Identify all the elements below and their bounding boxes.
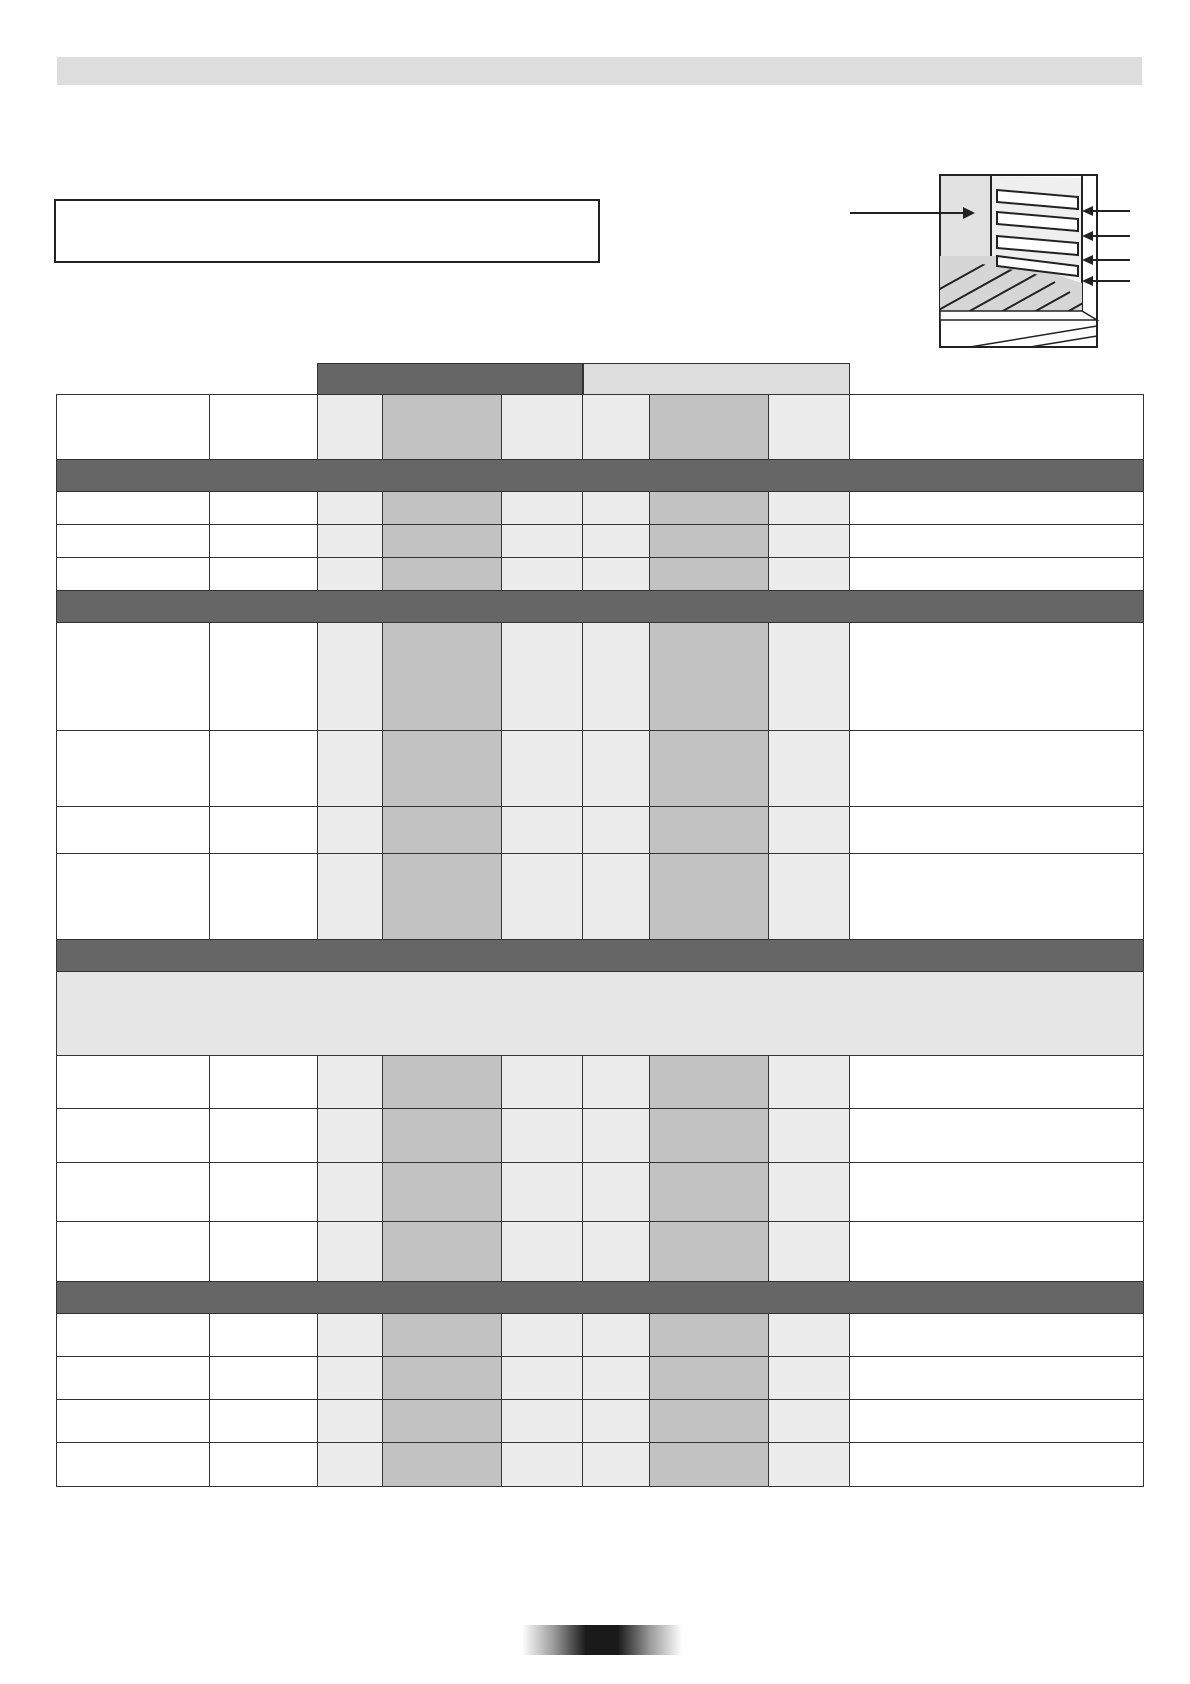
table-cell	[318, 492, 383, 525]
table-cell	[650, 525, 769, 558]
table-cell	[210, 1109, 318, 1163]
table-cell	[769, 623, 850, 731]
oven-shelf-positions-icon	[845, 170, 1135, 355]
table-cell	[650, 807, 769, 854]
table-cell	[318, 1357, 383, 1400]
table-cell	[583, 1357, 650, 1400]
table-cell	[583, 623, 650, 731]
table-cell	[769, 1109, 850, 1163]
table-cell	[583, 1314, 650, 1357]
table-cell	[318, 558, 383, 591]
table-cell	[210, 558, 318, 591]
table-cell	[583, 492, 650, 525]
table-cell	[850, 558, 1144, 591]
table-cell	[57, 1109, 210, 1163]
table-cell	[769, 1357, 850, 1400]
table-cell	[769, 854, 850, 940]
table-row	[57, 1163, 1144, 1222]
column-header	[383, 395, 502, 460]
column-header	[850, 395, 1144, 460]
table-cell	[57, 623, 210, 731]
table-cell	[502, 1056, 583, 1109]
page-number-tab	[522, 1625, 682, 1655]
column-header	[318, 395, 383, 460]
table-cell	[850, 1109, 1144, 1163]
table-cell	[383, 1222, 502, 1282]
table-row	[57, 525, 1144, 558]
table-cell	[650, 1056, 769, 1109]
table-cell	[583, 1400, 650, 1443]
table-row	[57, 1222, 1144, 1282]
section-band	[57, 460, 1144, 492]
table-cell	[210, 854, 318, 940]
table-cell	[318, 1400, 383, 1443]
table-cell	[383, 1314, 502, 1357]
column-group-header-2	[583, 363, 850, 394]
column-header	[210, 395, 318, 460]
table-cell	[383, 1056, 502, 1109]
table-cell	[383, 492, 502, 525]
table-row	[57, 1109, 1144, 1163]
table-cell	[502, 1163, 583, 1222]
table-cell	[210, 492, 318, 525]
section-band	[57, 591, 1144, 623]
table-cell	[383, 1163, 502, 1222]
table-cell	[769, 558, 850, 591]
table-cell	[769, 1222, 850, 1282]
section-band	[57, 940, 1144, 972]
table-cell	[57, 1357, 210, 1400]
table-cell	[769, 1163, 850, 1222]
table-row	[57, 807, 1144, 854]
info-note-box	[54, 199, 600, 263]
table-cell	[850, 1357, 1144, 1400]
table-row	[57, 492, 1144, 525]
table-cell	[502, 1400, 583, 1443]
table-cell	[583, 1163, 650, 1222]
section-title	[57, 460, 1144, 492]
table-cell	[57, 558, 210, 591]
table-cell	[57, 807, 210, 854]
table-cell	[502, 731, 583, 807]
table-cell	[769, 1400, 850, 1443]
table-cell	[210, 1400, 318, 1443]
table-cell	[57, 525, 210, 558]
table-cell	[583, 558, 650, 591]
section-title	[57, 591, 1144, 623]
table-cell	[583, 807, 650, 854]
table-cell	[210, 1163, 318, 1222]
table-cell	[502, 1443, 583, 1487]
table-cell	[57, 492, 210, 525]
table-cell	[502, 492, 583, 525]
table-cell	[583, 1109, 650, 1163]
table-cell	[210, 807, 318, 854]
table-cell	[650, 623, 769, 731]
table-row	[57, 731, 1144, 807]
table-cell	[57, 1222, 210, 1282]
table-cell	[383, 1357, 502, 1400]
table-cell	[502, 623, 583, 731]
table-cell	[318, 1163, 383, 1222]
table-cell	[583, 731, 650, 807]
table-cell	[650, 1109, 769, 1163]
table-row	[57, 1357, 1144, 1400]
table-cell	[769, 492, 850, 525]
table-cell	[383, 1443, 502, 1487]
table-cell	[650, 492, 769, 525]
table-cell	[850, 854, 1144, 940]
table-cell	[318, 1109, 383, 1163]
table-cell	[502, 558, 583, 591]
table-cell	[769, 525, 850, 558]
table-cell	[502, 854, 583, 940]
table-row	[57, 558, 1144, 591]
table-cell	[318, 1443, 383, 1487]
table-cell	[210, 1222, 318, 1282]
table-cell	[210, 1314, 318, 1357]
table-cell	[650, 1163, 769, 1222]
table-cell	[769, 731, 850, 807]
table-cell	[502, 525, 583, 558]
table-cell	[850, 623, 1144, 731]
table-cell	[318, 731, 383, 807]
table-row	[57, 1443, 1144, 1487]
table-cell	[650, 854, 769, 940]
table-cell	[583, 854, 650, 940]
table-cell	[650, 1222, 769, 1282]
column-header	[583, 395, 650, 460]
table-cell	[383, 807, 502, 854]
table-cell	[57, 1443, 210, 1487]
table-cell	[769, 1056, 850, 1109]
page-header-bar	[57, 57, 1142, 85]
column-header	[769, 395, 850, 460]
table-cell	[850, 1400, 1144, 1443]
section-note	[57, 972, 1144, 1056]
table-cell	[210, 623, 318, 731]
table-cell	[318, 525, 383, 558]
table-cell	[850, 1443, 1144, 1487]
section-title	[57, 1282, 1144, 1314]
table-cell	[650, 1314, 769, 1357]
table-cell	[57, 1314, 210, 1357]
table-header-row	[57, 395, 1144, 460]
table-cell	[57, 731, 210, 807]
column-header	[650, 395, 769, 460]
column-header	[502, 395, 583, 460]
table-cell	[583, 1222, 650, 1282]
table-cell	[583, 1056, 650, 1109]
table-cell	[850, 731, 1144, 807]
table-cell	[318, 1222, 383, 1282]
table-cell	[210, 1443, 318, 1487]
section-title	[57, 940, 1144, 972]
table-cell	[318, 623, 383, 731]
table-cell	[210, 1357, 318, 1400]
table-cell	[850, 525, 1144, 558]
column-group-header-1	[317, 363, 583, 394]
table-cell	[57, 1163, 210, 1222]
table-cell	[850, 492, 1144, 525]
table-cell	[502, 1222, 583, 1282]
table-cell	[850, 1222, 1144, 1282]
table-cell	[383, 623, 502, 731]
column-header	[57, 395, 210, 460]
table-row	[57, 623, 1144, 731]
table-cell	[210, 731, 318, 807]
table-row	[57, 1400, 1144, 1443]
table-cell	[383, 525, 502, 558]
table-cell	[502, 1109, 583, 1163]
table-cell	[318, 1056, 383, 1109]
table-cell	[210, 525, 318, 558]
table-cell	[57, 1400, 210, 1443]
table-cell	[502, 807, 583, 854]
table-cell	[383, 731, 502, 807]
table-cell	[210, 1056, 318, 1109]
section-band	[57, 1282, 1144, 1314]
table-row	[57, 854, 1144, 940]
table-cell	[769, 1443, 850, 1487]
table-cell	[383, 854, 502, 940]
table-cell	[650, 1443, 769, 1487]
table-cell	[850, 1314, 1144, 1357]
table-cell	[383, 1400, 502, 1443]
table-cell	[318, 1314, 383, 1357]
table-row	[57, 1314, 1144, 1357]
table-cell	[850, 807, 1144, 854]
cooking-table	[56, 394, 1144, 1487]
table-cell	[650, 731, 769, 807]
table-cell	[502, 1314, 583, 1357]
table-cell	[583, 1443, 650, 1487]
table-cell	[583, 525, 650, 558]
table-row	[57, 1056, 1144, 1109]
table-cell	[650, 1357, 769, 1400]
table-cell	[769, 807, 850, 854]
section-note-band	[57, 972, 1144, 1056]
table-cell	[318, 854, 383, 940]
table-cell	[650, 558, 769, 591]
table-cell	[383, 558, 502, 591]
table-cell	[57, 854, 210, 940]
table-cell	[850, 1056, 1144, 1109]
table-cell	[502, 1357, 583, 1400]
table-cell	[850, 1163, 1144, 1222]
table-cell	[318, 807, 383, 854]
table-cell	[650, 1400, 769, 1443]
table-cell	[57, 1056, 210, 1109]
table-cell	[769, 1314, 850, 1357]
table-cell	[383, 1109, 502, 1163]
